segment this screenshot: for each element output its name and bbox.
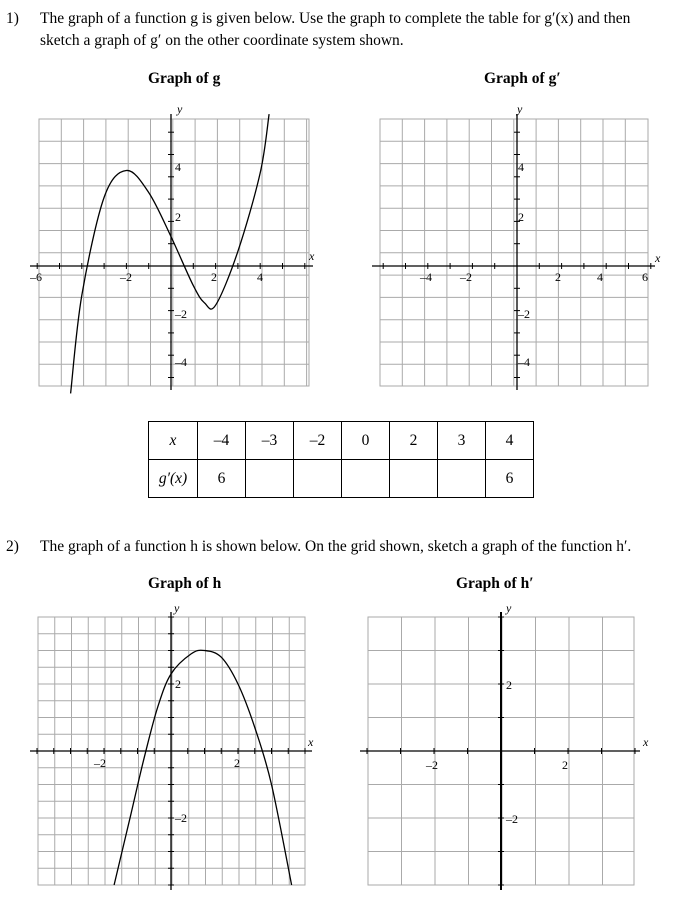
table-cell[interactable]: 6 [486, 460, 534, 498]
graph-h-title: Graph of h [148, 575, 222, 592]
graph-hprime-y-label: y [506, 601, 512, 615]
graph-h-tick-label: 2 [175, 677, 181, 691]
graph-gprime [372, 100, 672, 395]
graph-gprime-x-label: x [655, 251, 661, 265]
graph-g-tick-label: 4 [257, 270, 263, 284]
graph-gprime-title: Graph of g′ [484, 70, 561, 87]
table-cell: 4 [486, 422, 534, 460]
table-cell[interactable]: 6 [198, 460, 246, 498]
table-cell: –4 [198, 422, 246, 460]
graph-gprime-tick-label: –4 [518, 355, 530, 369]
graph-gprime-tick-label: 4 [518, 160, 524, 174]
graph-hprime [360, 600, 660, 890]
graph-gprime-tick-label: –2 [460, 270, 472, 284]
problem-1-number: 1) [6, 10, 19, 27]
graph-h [30, 600, 325, 890]
table-cell[interactable] [246, 460, 294, 498]
table-header-x: x [149, 422, 198, 460]
gprime-table [148, 421, 534, 498]
graph-hprime-title: Graph of h′ [456, 575, 534, 592]
table-cell: 0 [342, 422, 390, 460]
table-cell: –2 [294, 422, 342, 460]
graph-gprime-tick-label: –4 [420, 270, 432, 284]
graph-hprime-x-label: x [643, 735, 649, 749]
table-cell[interactable] [342, 460, 390, 498]
graph-gprime-tick-label: 2 [555, 270, 561, 284]
graph-g-tick-label: 2 [175, 210, 181, 224]
graph-gprime-grid [380, 119, 648, 386]
graph-g-x-label: x [309, 249, 315, 263]
graph-h-tick-label: 2 [234, 756, 240, 770]
graph-g [30, 100, 320, 395]
graph-g-grid [39, 119, 309, 386]
table-header-gprime: g′(x) [149, 460, 198, 498]
table-cell[interactable] [438, 460, 486, 498]
graph-gprime-y-label: y [517, 102, 523, 116]
graph-g-tick-label: –2 [120, 270, 132, 284]
graph-g-tick-label: 4 [175, 160, 181, 174]
table-row-gprime [149, 460, 534, 498]
problem-2-line-1: The graph of a function h is shown below. On the grid shown, sketch a graph of the function h′. [40, 538, 632, 555]
table-cell: 2 [390, 422, 438, 460]
graph-h-tick-label: –2 [94, 756, 106, 770]
graph-hprime-tick-label: 2 [562, 758, 568, 772]
graph-h-tick-label: –2 [175, 811, 187, 825]
table-cell[interactable] [390, 460, 438, 498]
problem-1-line-1: The graph of a function g is given below. Use the graph to complete the table for g′(x) and then [40, 10, 631, 27]
graph-g-tick-label: 2 [211, 270, 217, 284]
table-cell[interactable] [294, 460, 342, 498]
graph-g-tick-label: –4 [175, 355, 187, 369]
graph-gprime-tick-label: 6 [642, 270, 648, 284]
graph-g-y-label: y [177, 102, 183, 116]
table-row-x [149, 422, 534, 460]
table-cell: 3 [438, 422, 486, 460]
graph-gprime-tick-label: 4 [597, 270, 603, 284]
graph-hprime-tick-label: 2 [506, 678, 512, 692]
graph-h-y-label: y [174, 601, 180, 615]
table-cell: –3 [246, 422, 294, 460]
problem-2-number: 2) [6, 538, 19, 555]
graph-g-title: Graph of g [148, 70, 221, 87]
graph-hprime-tick-label: –2 [506, 812, 518, 826]
graph-gprime-tick-label: 2 [518, 210, 524, 224]
graph-hprime-tick-label: –2 [426, 758, 438, 772]
problem-1-line-2: sketch a graph of g′ on the other coordinate system shown. [40, 32, 404, 49]
graph-g-tick-label: –6 [30, 270, 42, 284]
graph-g-tick-label: –2 [175, 307, 187, 321]
graph-gprime-tick-label: –2 [518, 307, 530, 321]
graph-h-x-label: x [308, 735, 314, 749]
